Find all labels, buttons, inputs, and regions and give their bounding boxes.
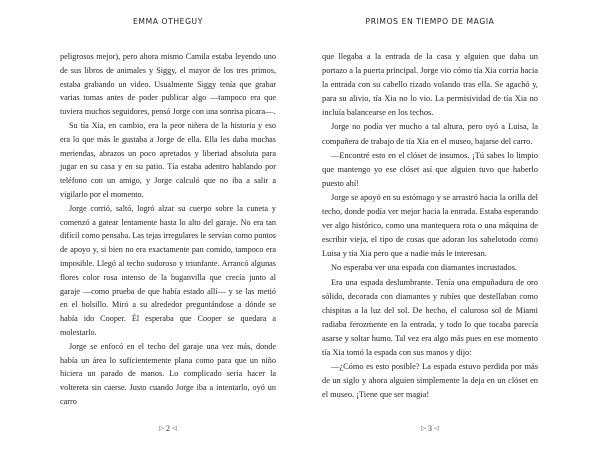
ornament-left-icon: ▷ <box>421 424 426 432</box>
ornament-left-icon: ▷ <box>159 424 164 432</box>
paragraph: —¿Cómo es esto posible? La espada estuvo perdida por más de un siglo y ahora alguien simplemente la deja en un clóset en el museo. ¡Tiene que ser magia! <box>322 362 538 400</box>
paragraph: Jorge se enfocó en el techo del garaje una vez más, donde había un área lo suficientemente plana como para que un niño hiciera un parado de manos. Lo complicado sería hacer la voltereta sin caerse. Justo cuando Jorge iba a intentarlo, oyó un carro <box>60 341 276 406</box>
ornament-right-icon: ◁ <box>172 424 177 432</box>
paragraph: Jorge no podía ver mucho a tal altura, pero oyó a Luisa, la compañera de trabajo de tía Xia en el museo, bajarse del carro. <box>322 122 538 146</box>
paragraph: Era una espada deslumbrante. Tenía una empuñadura de oro sólido, decorada con diamantes y rubíes que destellaban como chispitas a la luz del sol. De hecho, el caluroso sol de Miami radiaba ferozmente en la entrada, y todo lo que tocaba parecía asarse y soltar humo. Tal vez era algo más pues en ese momento tía Xia tomó la espada con sus manos y dijo: <box>322 277 538 357</box>
paragraph: Jorge se apoyó en su estómago y se arrastró hacia la orilla del techo, donde podía ver mejor hacia la entrada. Estaba esperando ver algo histórico, como una mantequera rota o una máquina de escribir vieja, el tipo de cosas que adoran los sabelotodo como Luisa y tía Xia pero que a nadie más le interesan. <box>322 192 538 259</box>
paragraph: —Encontré esto en el clóset de insumos. ¡Tú sabes lo limpio que mantengo yo ese clóset así que alguien tuvo que haberlo puesto ahí! <box>322 150 538 188</box>
page-number: 2 <box>166 424 170 433</box>
paragraph: que llegaba a la entrada de la casa y alguien que daba un portazo a la puerta principal. Jorge vio cómo tía Xia corría hacia la entrada con su cabello rizado volando tras ella. Se agachó y, para su alivio, tía Xia no lo vio. La permisividad de tía Xia no incluía balancearse en los techos. <box>322 52 538 118</box>
page-number-footer <box>60 424 276 433</box>
ornament-right-icon: ◁ <box>434 424 439 432</box>
paragraph: No esperaba ver una espada con diamantes incrustados. <box>331 263 518 273</box>
paragraph: Jorge corrió, saltó, logró alzar su cuerpo sobre la cuneta y comenzó a gatear lentamente hasta lo alto del garaje. No era tan difícil como pensaba. Las tejas irregulares le servían como puntos de apoyo y, si bien no era exactamente pan comido, tampoco era imposible. Llegó al techo sudoroso y triunfante. Arrancó algunas flores color rosa intenso de la buganvilla que crecía junto al garaje —como prueba de que había estado allí— y se las metió en el bolsillo. Miró a su alrededor preguntándose a dónde se había ido Cooper. Él esperaba que Cooper se quedara a molestarlo. <box>60 203 276 337</box>
running-head-author: EMMA OTHEGUY <box>133 17 203 26</box>
right-page <box>322 0 538 450</box>
left-page <box>60 0 276 450</box>
left-page-body <box>60 50 276 409</box>
right-page-body <box>322 50 538 402</box>
page-number-footer <box>322 424 538 433</box>
running-head-title: PRIMOS EN TIEMPO DE MAGIA <box>365 17 495 26</box>
page-number: 3 <box>428 424 432 433</box>
paragraph: Su tía Xia, en cambio, era la peor niñera de la historia y eso era lo que más le gustaba a Jorge de ella. Ella les daba muchas meriendas, abrazos un poco apretados y libertad absoluta para jugar en su casa y en su patio. Tía estaba adentro hablando por teléfono con un amigo, y Jorge calculó que no iba a salir a vigilarlo por el momento. <box>60 120 276 199</box>
paragraph: peligrosos mejor), pero ahora mismo Camila estaba leyendo uno de sus libros de animales y Siggy, el mayor de los tres primos, estaba grabando un video. Usualmente Siggy tenía que grabar varias tomas antes de poder publicar algo —tampoco era que tuviera muchos seguidores, pensó Jorge con una sonrisa pícara—. <box>60 52 276 117</box>
